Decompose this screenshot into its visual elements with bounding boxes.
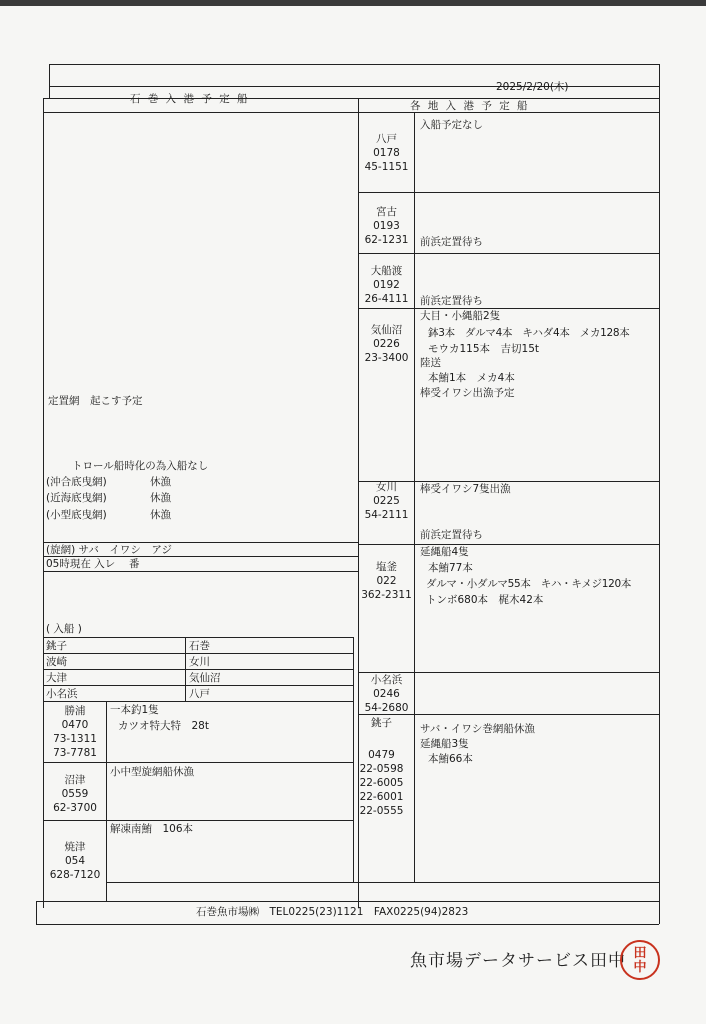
station-hachinohe: 八戸 0178 45-1151 [364,133,409,173]
nyusen-port-from: 小名浜 [46,688,78,700]
nyusen-port-from: 波崎 [46,656,67,668]
station-onahama: 小名浜 0246 54-2680 [364,674,409,714]
station-yaizu: 焼津 054 628-7120 [49,841,101,881]
genzai-label: 05時現在 入レ 番 [46,558,140,570]
nyusen-port-to: 気仙沼 [189,672,221,684]
footer-contact: 石巻魚市場㈱ TEL0225(23)1121 FAX0225(94)2823 [196,906,469,918]
nyusen-port-to: 女川 [189,656,210,668]
makiami-label: (旋網) サバ イワシ アジ [46,544,172,556]
shiogama-line: 本鮪77本 [428,562,473,574]
gear-name: (小型底曳網) [46,509,107,521]
gear-status: 休漁 [150,476,171,488]
signature: 魚市場データサービス田中 [410,951,626,971]
gear-status: 休漁 [150,492,171,504]
ofunato-line: 前浜定置待ち [420,295,483,307]
station-numazu: 沼津 0559 62-3700 [53,774,97,814]
kesennuma-line: 鉢3本 ダルマ4本 キハダ4本 メカ128本 [428,327,630,339]
date-text: 2025/2/20(木) [496,81,569,93]
nyusen-port-from: 大津 [46,672,67,684]
numazu-line: 小中型旋網船休漁 [110,766,194,778]
station-katsuura: 勝浦 0470 73-1311 73-7781 [53,705,97,759]
gear-status: 休漁 [150,509,171,521]
station-choshi-name: 銚子 [371,717,392,729]
hachinohe-line: 入船予定なし [420,119,483,131]
katsuura-line: カツオ特大特 28t [118,720,209,732]
gear-name: (近海底曳網) [46,492,107,504]
right-column-title: 各 地 入 港 予 定 船 [410,100,530,112]
nyusen-port-to: 八戸 [189,688,210,700]
kesennuma-line: 棒受イワシ出漁予定 [420,387,515,399]
onagawa-line: 棒受イワシ7隻出漁 [420,483,511,495]
choshi-line: 延縄船3隻 [420,738,469,750]
yaizu-line: 解凍南鮪 106本 [110,823,194,835]
choshi-line: サバ・イワシ巻網船休漁 [420,723,535,735]
station-kesennuma: 気仙沼 0226 23-3400 [364,324,409,364]
station-choshi-tel: 0479 22-0598 22-6005 22-6001 22-0555 [359,749,404,817]
left-column-title: 石 巻 入 港 予 定 船 [130,93,250,105]
kesennuma-line: モウカ115本 吉切15t [428,343,540,355]
shiogama-line: ダルマ・小ダルマ55本 キハ・キメジ120本 [426,578,632,590]
onagawa-line: 前浜定置待ち [420,529,483,541]
miyako-line: 前浜定置待ち [420,236,483,248]
name-seal-stamp: 田 中 [620,940,660,980]
shiogama-line: 延縄船4隻 [420,546,469,558]
station-onagawa: 女川 0225 54-2111 [364,481,409,521]
station-shiogama: 塩釜 022 362-2311 [361,561,412,601]
teichi-note: 定置網 起こす予定 [48,395,143,407]
kesennuma-line: 陸送 [420,357,441,369]
katsuura-line: 一本釣1隻 [110,704,159,716]
shiogama-line: トンボ680本 梶木42本 [426,594,544,606]
nyusen-port-to: 石巻 [189,640,210,652]
gear-name: (沖合底曳網) [46,476,107,488]
station-miyako: 宮古 0193 62-1231 [364,206,409,246]
nyusen-port-from: 銚子 [46,640,67,652]
kesennuma-line: 本鮪1本 メカ4本 [428,372,515,384]
kesennuma-line: 大目・小縄船2隻 [420,310,501,322]
station-ofunato: 大船渡 0192 26-4111 [364,265,409,305]
choshi-line: 本鮪66本 [428,753,473,765]
nyusen-label: ( 入船 ) [46,623,82,635]
trawl-note: トロール船時化の為入船なし [72,460,209,472]
